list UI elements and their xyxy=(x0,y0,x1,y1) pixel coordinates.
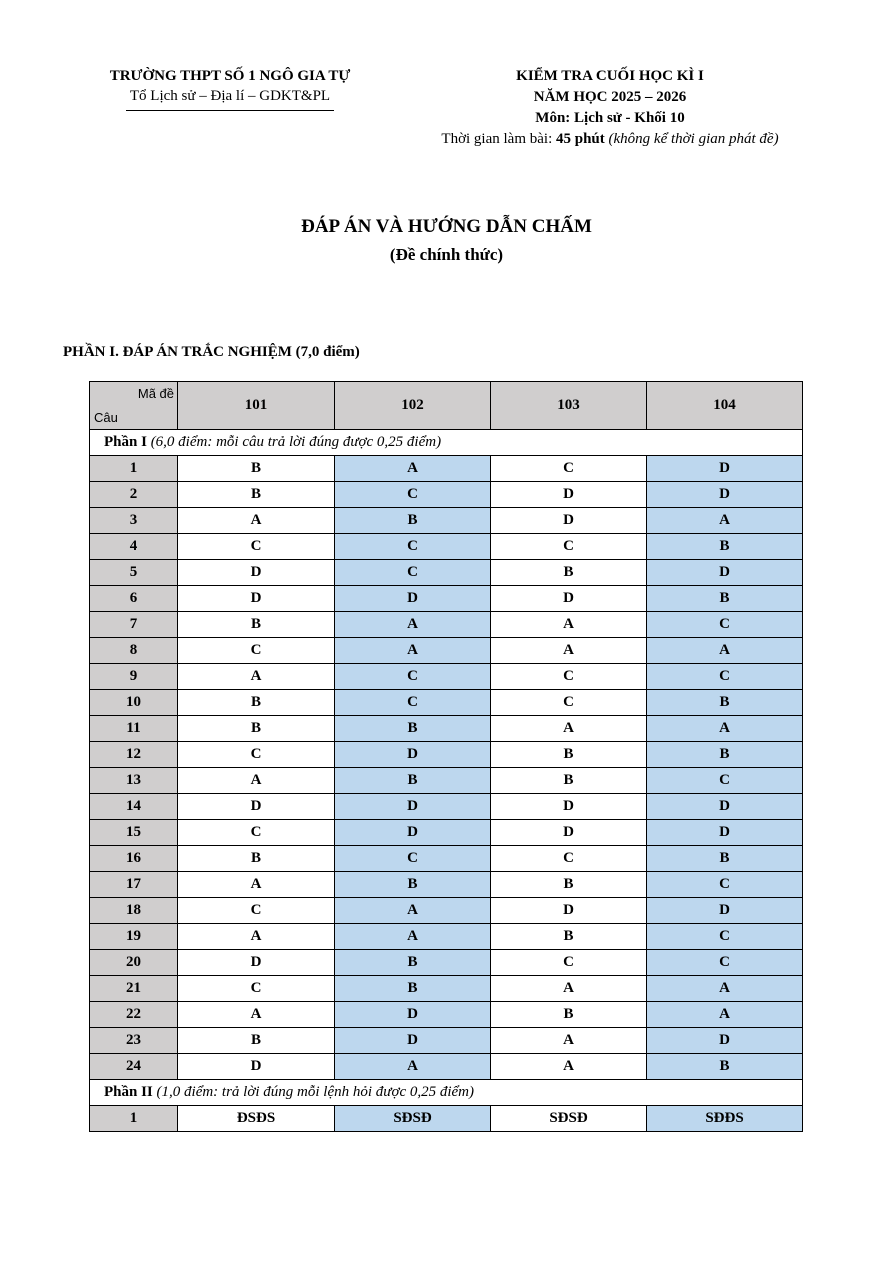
subject: Môn: Lịch sử - Khối 10 xyxy=(535,110,685,126)
corner-top-label: Mã đề xyxy=(137,386,174,401)
answer-cell: A xyxy=(335,898,491,924)
answer-cell: C xyxy=(335,534,491,560)
section-label: Phần I xyxy=(104,434,147,450)
table-row xyxy=(90,950,803,976)
question-number-cell: 18 xyxy=(90,898,178,924)
answer-cell: A xyxy=(335,1054,491,1080)
table-row xyxy=(90,794,803,820)
table-row xyxy=(90,560,803,586)
answer-cell: C xyxy=(647,950,803,976)
table-row xyxy=(90,534,803,560)
section-row xyxy=(90,1080,803,1106)
table-row xyxy=(90,664,803,690)
answer-cell: C xyxy=(178,534,335,560)
exam-name: KIỂM TRA CUỐI HỌC KÌ I xyxy=(516,68,704,84)
time-value: 45 phút xyxy=(556,131,605,147)
answer-cell: C xyxy=(647,924,803,950)
section-row xyxy=(90,430,803,456)
answer-cell: A xyxy=(335,638,491,664)
school-name: TRƯỜNG THPT SỐ 1 NGÔ GIA TỰ xyxy=(109,68,351,84)
answer-cell: B xyxy=(335,976,491,1002)
table-row xyxy=(90,612,803,638)
answer-cell: A xyxy=(491,976,647,1002)
answer-cell: B xyxy=(491,872,647,898)
time-info xyxy=(400,129,820,150)
table-row xyxy=(90,638,803,664)
answer-cell: B xyxy=(335,508,491,534)
answer-cell: A xyxy=(178,872,335,898)
question-number-cell: 13 xyxy=(90,768,178,794)
table-row xyxy=(90,1106,803,1132)
answer-cell: B xyxy=(335,950,491,976)
answer-cell: D xyxy=(178,586,335,612)
question-number-cell: 2 xyxy=(90,482,178,508)
answer-cell: A xyxy=(491,638,647,664)
answer-cell: SĐĐS xyxy=(647,1106,803,1132)
answer-cell: A xyxy=(335,456,491,482)
code-header: 101 xyxy=(178,382,335,430)
page-title: ĐÁP ÁN VÀ HƯỚNG DẪN CHẤM xyxy=(301,216,592,237)
table-row xyxy=(90,820,803,846)
question-number-cell: 11 xyxy=(90,716,178,742)
section-2-header xyxy=(90,1080,803,1106)
answer-cell: SĐSĐ xyxy=(491,1106,647,1132)
table-row xyxy=(90,1054,803,1080)
answer-cell: D xyxy=(491,898,647,924)
question-number-cell: 17 xyxy=(90,872,178,898)
answer-table xyxy=(89,381,803,1132)
question-number-cell: 7 xyxy=(90,612,178,638)
question-number-cell: 23 xyxy=(90,1028,178,1054)
answer-cell: D xyxy=(335,794,491,820)
answer-cell: C xyxy=(335,482,491,508)
answer-cell: B xyxy=(178,612,335,638)
answer-cell: D xyxy=(491,508,647,534)
answer-cell: SĐSĐ xyxy=(335,1106,491,1132)
part-title: PHẦN I. ĐÁP ÁN TRẮC NGHIỆM (7,0 điểm) xyxy=(63,344,360,360)
section-label: Phần II xyxy=(104,1084,153,1100)
question-number-cell: 12 xyxy=(90,742,178,768)
corner-bottom-label: Câu xyxy=(94,410,118,425)
question-number-cell: 9 xyxy=(90,664,178,690)
answer-cell: A xyxy=(335,924,491,950)
table-row xyxy=(90,924,803,950)
answer-cell: ĐSĐS xyxy=(178,1106,335,1132)
table-row xyxy=(90,508,803,534)
answer-cell: D xyxy=(491,482,647,508)
answer-cell: A xyxy=(491,716,647,742)
answer-cell: C xyxy=(647,872,803,898)
answer-cell: A xyxy=(178,1002,335,1028)
answer-cell: B xyxy=(647,586,803,612)
answer-cell: C xyxy=(178,742,335,768)
answer-cell: C xyxy=(335,560,491,586)
answer-cell: C xyxy=(178,820,335,846)
question-number-cell: 14 xyxy=(90,794,178,820)
answer-cell: D xyxy=(335,820,491,846)
answer-cell: B xyxy=(178,482,335,508)
answer-cell: D xyxy=(335,1002,491,1028)
question-number-cell: 8 xyxy=(90,638,178,664)
answer-cell: C xyxy=(647,664,803,690)
answer-cell: D xyxy=(178,794,335,820)
answer-cell: C xyxy=(178,638,335,664)
answer-cell: A xyxy=(647,976,803,1002)
answer-cell: A xyxy=(491,1054,647,1080)
answer-cell: D xyxy=(335,586,491,612)
answer-cell: D xyxy=(491,586,647,612)
answer-cell: D xyxy=(647,820,803,846)
answer-cell: C xyxy=(491,456,647,482)
answer-cell: B xyxy=(491,742,647,768)
table-row xyxy=(90,586,803,612)
answer-cell: B xyxy=(491,768,647,794)
answer-cell: B xyxy=(647,742,803,768)
answer-cell: B xyxy=(178,716,335,742)
table-row xyxy=(90,482,803,508)
header-left xyxy=(60,66,400,111)
question-number-cell: 21 xyxy=(90,976,178,1002)
question-number-cell: 20 xyxy=(90,950,178,976)
header-underline xyxy=(126,110,334,111)
answer-cell: D xyxy=(491,820,647,846)
answer-cell: C xyxy=(647,768,803,794)
answer-cell: D xyxy=(178,560,335,586)
page-subtitle: (Đề chính thức) xyxy=(389,245,504,264)
question-number-cell: 19 xyxy=(90,924,178,950)
answer-cell: B xyxy=(491,560,647,586)
answer-cell: C xyxy=(178,976,335,1002)
time-note: (không kể thời gian phát đề) xyxy=(608,131,779,147)
answer-cell: C xyxy=(491,690,647,716)
table-row xyxy=(90,742,803,768)
answer-cell: C xyxy=(647,612,803,638)
answer-cell: B xyxy=(491,924,647,950)
answer-cell: C xyxy=(491,664,647,690)
answer-cell: D xyxy=(178,950,335,976)
answer-cell: B xyxy=(647,690,803,716)
header-right xyxy=(400,66,820,150)
answer-cell: A xyxy=(647,638,803,664)
code-header: 102 xyxy=(335,382,491,430)
time-label: Thời gian làm bài: xyxy=(441,131,556,147)
answer-cell: C xyxy=(491,534,647,560)
answer-cell: D xyxy=(178,1054,335,1080)
question-number-cell: 16 xyxy=(90,846,178,872)
answer-cell: D xyxy=(647,1028,803,1054)
answer-cell: A xyxy=(178,664,335,690)
table-row xyxy=(90,872,803,898)
question-number-cell: 24 xyxy=(90,1054,178,1080)
section-note: (1,0 điểm: trả lời đúng mỗi lệnh hỏi được 0,25 điểm) xyxy=(156,1084,475,1100)
table-header-row xyxy=(90,382,803,430)
answer-cell: B xyxy=(335,768,491,794)
answer-cell: A xyxy=(647,508,803,534)
answer-cell: B xyxy=(178,846,335,872)
question-number-cell: 10 xyxy=(90,690,178,716)
table-row xyxy=(90,456,803,482)
answer-cell: C xyxy=(335,846,491,872)
answer-cell: A xyxy=(647,1002,803,1028)
table-row xyxy=(90,898,803,924)
answer-cell: B xyxy=(491,1002,647,1028)
question-number-cell: 5 xyxy=(90,560,178,586)
answer-cell: B xyxy=(647,846,803,872)
answer-cell: C xyxy=(491,950,647,976)
answer-cell: B xyxy=(647,1054,803,1080)
answer-cell: B xyxy=(647,534,803,560)
answer-cell: C xyxy=(178,898,335,924)
answer-cell: B xyxy=(335,716,491,742)
question-number-cell: 1 xyxy=(90,456,178,482)
table-row xyxy=(90,768,803,794)
answer-cell: C xyxy=(491,846,647,872)
corner-cell xyxy=(90,382,178,430)
answer-cell: C xyxy=(335,664,491,690)
answer-cell: B xyxy=(178,1028,335,1054)
school-year: NĂM HỌC 2025 – 2026 xyxy=(533,89,687,105)
code-header: 103 xyxy=(491,382,647,430)
answer-cell: A xyxy=(335,612,491,638)
table-row xyxy=(90,690,803,716)
answer-cell: D xyxy=(335,1028,491,1054)
table-row xyxy=(90,846,803,872)
answer-cell: A xyxy=(178,768,335,794)
answer-cell: D xyxy=(647,794,803,820)
table-row xyxy=(90,716,803,742)
answer-cell: A xyxy=(647,716,803,742)
question-number-cell: 1 xyxy=(90,1106,178,1132)
answer-cell: D xyxy=(647,456,803,482)
answer-cell: A xyxy=(491,612,647,638)
answer-cell: D xyxy=(335,742,491,768)
table-row xyxy=(90,1028,803,1054)
answer-cell: B xyxy=(178,456,335,482)
code-header: 104 xyxy=(647,382,803,430)
department-name: Tổ Lịch sử – Địa lí – GDKT&PL xyxy=(129,88,331,104)
question-number-cell: 15 xyxy=(90,820,178,846)
answer-cell: D xyxy=(647,560,803,586)
answer-cell: B xyxy=(178,690,335,716)
section-note: (6,0 điểm: mỗi câu trả lời đúng được 0,25 điểm) xyxy=(150,434,442,450)
question-number-cell: 3 xyxy=(90,508,178,534)
answer-cell: D xyxy=(647,482,803,508)
table-row xyxy=(90,976,803,1002)
table-row xyxy=(90,1002,803,1028)
answer-cell: A xyxy=(178,924,335,950)
answer-cell: B xyxy=(335,872,491,898)
answer-cell: D xyxy=(647,898,803,924)
answer-cell: D xyxy=(491,794,647,820)
answer-cell: A xyxy=(491,1028,647,1054)
question-number-cell: 6 xyxy=(90,586,178,612)
section-1-header xyxy=(90,430,803,456)
answer-cell: A xyxy=(178,508,335,534)
answer-cell: C xyxy=(335,690,491,716)
question-number-cell: 22 xyxy=(90,1002,178,1028)
question-number-cell: 4 xyxy=(90,534,178,560)
